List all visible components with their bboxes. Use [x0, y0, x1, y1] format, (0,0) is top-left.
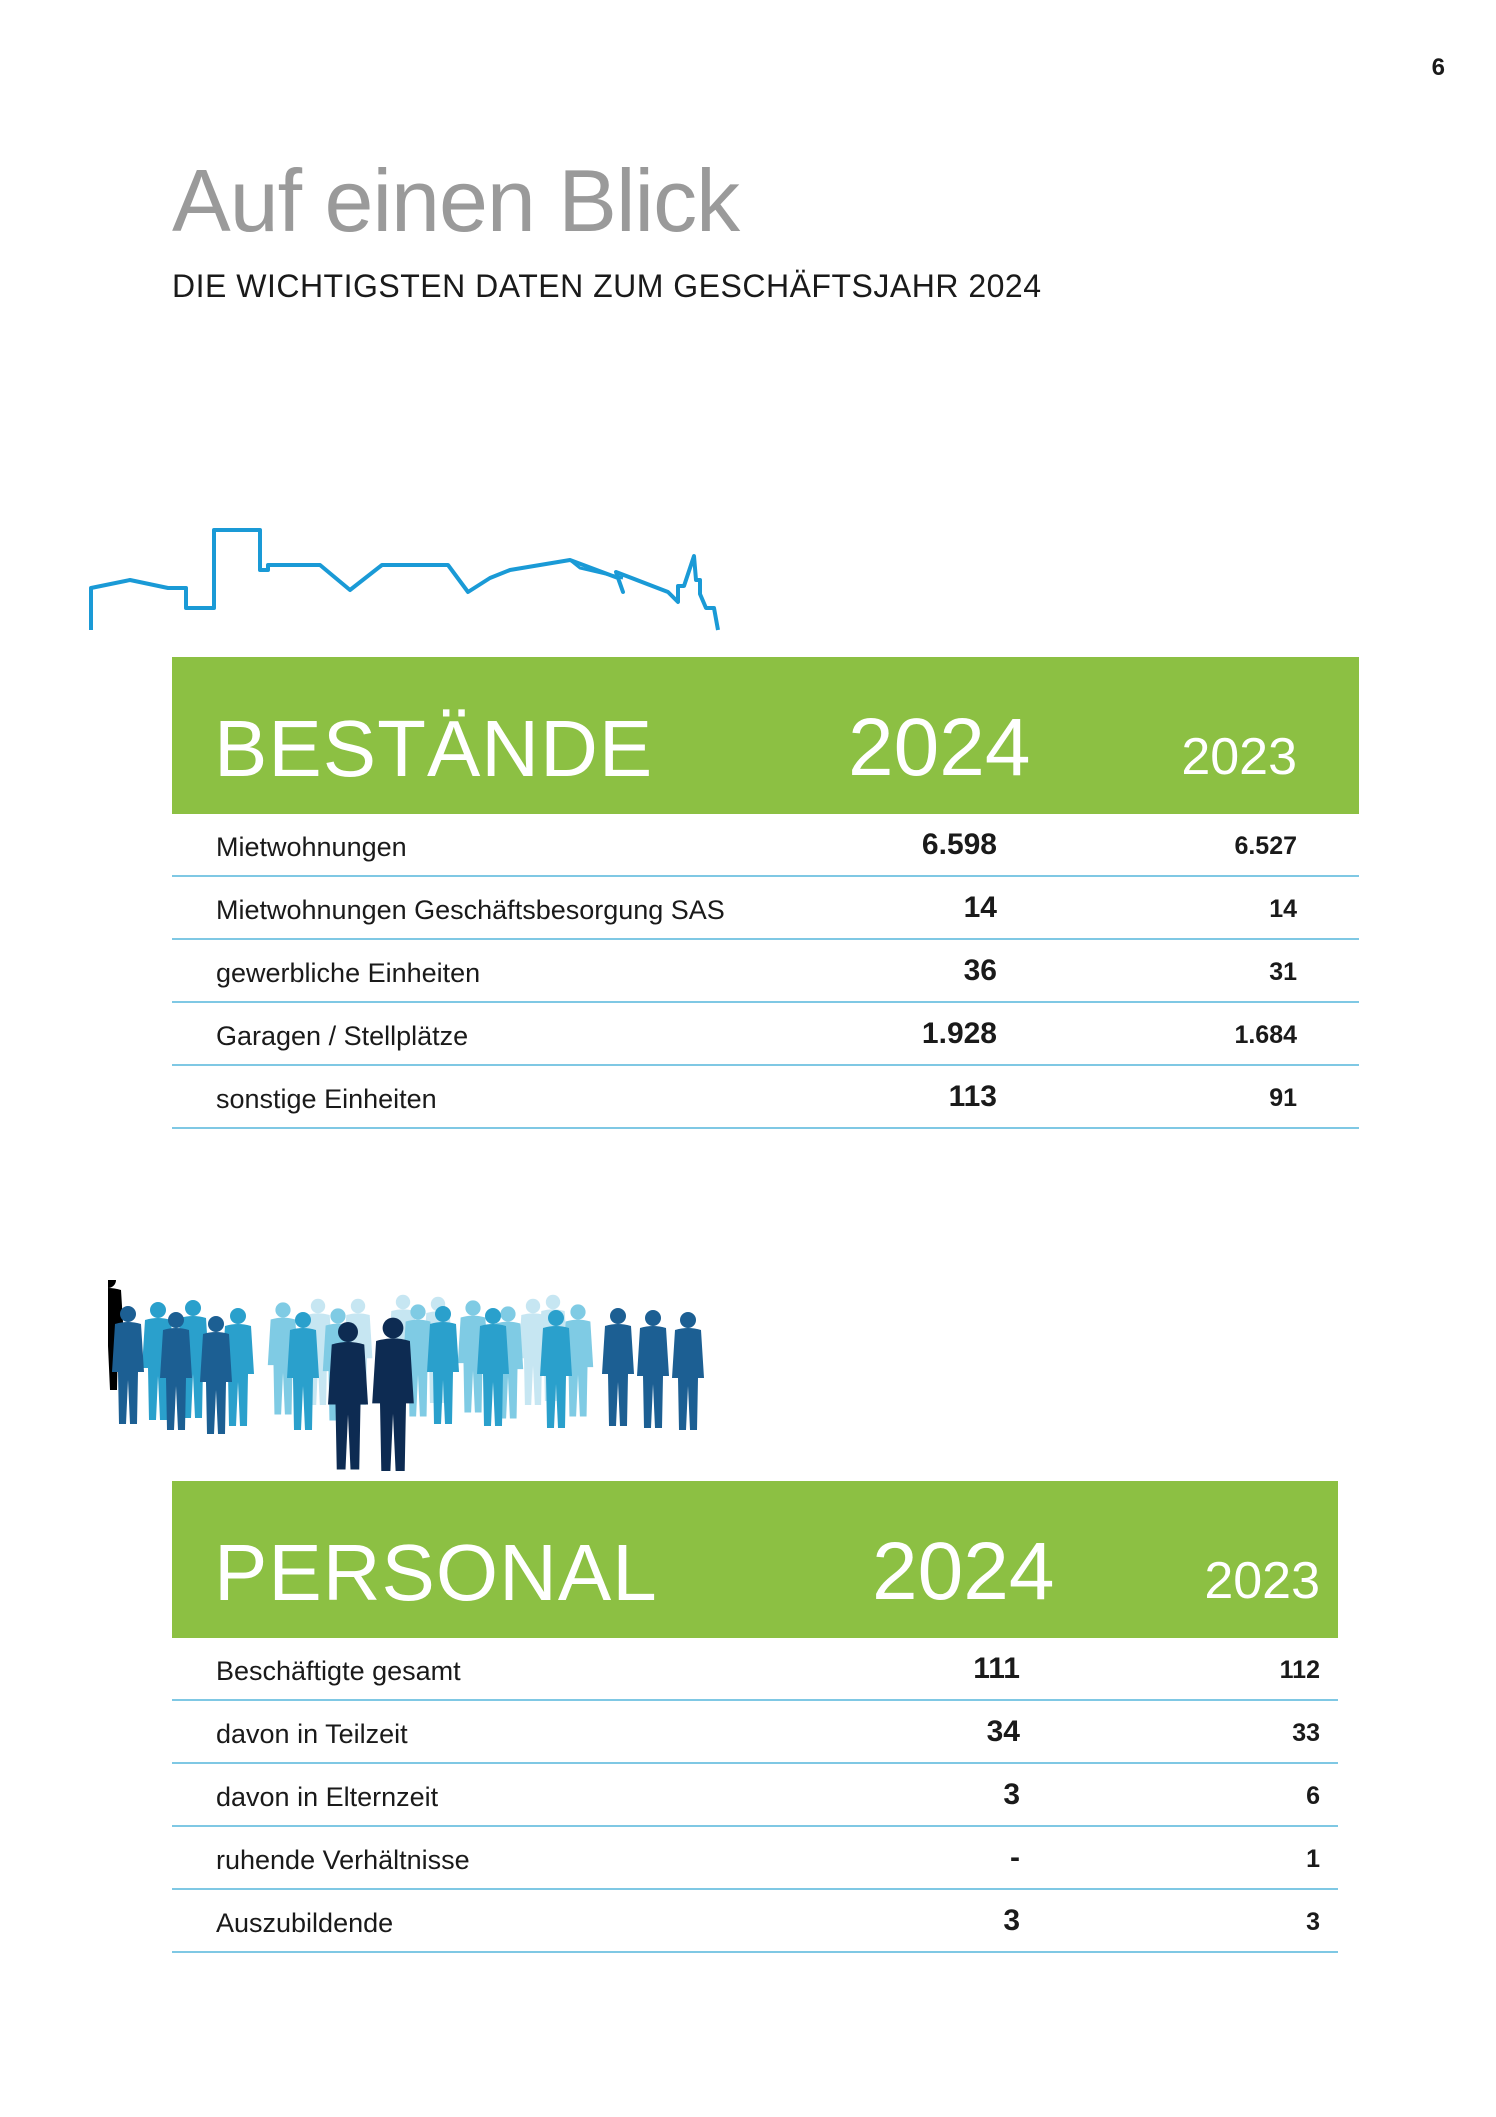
bestaende-year-prev: 2023 [1181, 728, 1297, 786]
page-subtitle: DIE WICHTIGSTEN DATEN ZUM GESCHÄFTSJAHR 2024 [172, 268, 1042, 304]
row-label: davon in Elternzeit [216, 1782, 439, 1812]
page-title: Auf einen Blick [172, 151, 740, 250]
bestaende-year-current: 2024 [848, 702, 1031, 793]
row-value-2024: 113 [948, 1080, 997, 1113]
city-skyline-icon [88, 520, 738, 640]
row-value-2023: 33 [1292, 1719, 1320, 1747]
row-value-2024: 111 [973, 1652, 1020, 1685]
table-row [172, 814, 1359, 877]
row-label: gewerbliche Einheiten [216, 958, 481, 988]
table-row [172, 1890, 1338, 1953]
row-value-2024: 1.928 [921, 1017, 997, 1050]
table-row [172, 1701, 1338, 1764]
table-row [172, 940, 1359, 1003]
row-value-2024: 14 [963, 891, 997, 924]
row-label: Beschäftigte gesamt [216, 1656, 461, 1686]
row-value-2023: 3 [1306, 1908, 1320, 1936]
table-row [172, 1638, 1338, 1701]
row-value-2024: - [1010, 1841, 1020, 1874]
table-row [172, 1764, 1338, 1827]
row-value-2023: 1 [1306, 1845, 1320, 1873]
table-row [172, 877, 1359, 940]
row-label: Mietwohnungen [216, 832, 407, 862]
table-row [172, 1066, 1359, 1129]
table-row [172, 1827, 1338, 1890]
row-value-2024: 34 [986, 1715, 1020, 1748]
personal-section [172, 1481, 1338, 1953]
row-value-2024: 3 [1003, 1904, 1020, 1937]
bestaende-rows [172, 814, 1359, 1129]
bestaende-section [172, 657, 1359, 1129]
personal-heading: PERSONAL [214, 1528, 658, 1617]
row-label: Mietwohnungen Geschäftsbesorgung SAS [216, 895, 725, 925]
personal-header-band [172, 1481, 1338, 1638]
row-value-2023: 31 [1269, 958, 1297, 986]
row-value-2024: 6.598 [921, 828, 997, 861]
personal-rows [172, 1638, 1338, 1953]
bestaende-heading: BESTÄNDE [214, 704, 654, 793]
row-value-2023: 112 [1279, 1656, 1320, 1684]
bestaende-header-band [172, 657, 1359, 814]
row-label: davon in Teilzeit [216, 1719, 408, 1749]
row-label: ruhende Verhältnisse [216, 1845, 470, 1875]
personal-year-prev: 2023 [1204, 1552, 1320, 1610]
row-label: Garagen / Stellplätze [216, 1021, 469, 1051]
page-number: 6 [1431, 54, 1445, 81]
row-value-2023: 6 [1306, 1782, 1320, 1810]
row-value-2024: 36 [963, 954, 997, 987]
row-value-2023: 14 [1269, 895, 1297, 923]
table-row [172, 1003, 1359, 1066]
row-value-2024: 3 [1003, 1778, 1020, 1811]
row-value-2023: 91 [1269, 1084, 1297, 1112]
row-label: Auszubildende [216, 1908, 394, 1938]
row-label: sonstige Einheiten [216, 1084, 437, 1114]
row-value-2023: 6.527 [1234, 832, 1297, 860]
row-value-2023: 1.684 [1234, 1021, 1297, 1049]
personal-year-current: 2024 [872, 1526, 1055, 1617]
